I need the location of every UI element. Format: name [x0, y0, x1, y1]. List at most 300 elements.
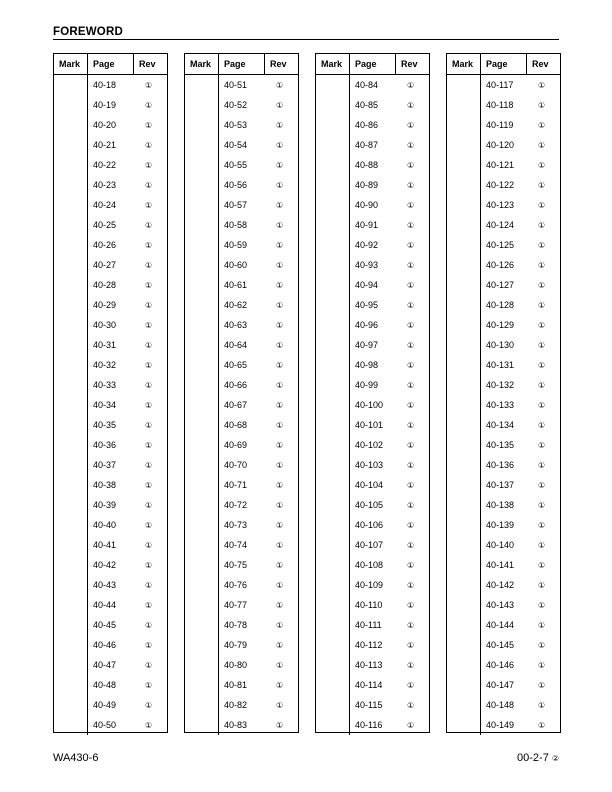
cell-page: 40-48	[93, 680, 117, 690]
cell-page: 40-85	[355, 100, 379, 110]
cell-page: 40-92	[355, 240, 379, 250]
cell-page: 40-121	[486, 160, 515, 170]
cell-rev: ①	[145, 540, 153, 550]
cell-rev: ①	[276, 560, 284, 570]
cell-rev: ①	[407, 240, 415, 250]
table-row	[54, 715, 167, 735]
cell-page: 40-107	[355, 540, 384, 550]
table-row	[54, 375, 167, 395]
cell-rev: ①	[407, 320, 415, 330]
table-row	[54, 355, 167, 375]
column-divider	[87, 75, 88, 735]
column-divider	[218, 75, 219, 735]
table-row	[447, 695, 560, 715]
table-row	[54, 475, 167, 495]
table-row	[447, 155, 560, 175]
table-row	[54, 295, 167, 315]
table-row	[447, 335, 560, 355]
table-row	[185, 315, 298, 335]
cell-rev: ①	[145, 180, 153, 190]
cell-page: 40-57	[224, 200, 248, 210]
cell-rev: ①	[538, 180, 546, 190]
table-row	[54, 75, 167, 95]
table-row	[447, 395, 560, 415]
cell-page: 40-22	[93, 160, 117, 170]
table-row	[316, 315, 429, 335]
table-row	[316, 555, 429, 575]
table-row	[185, 615, 298, 635]
table-row	[185, 595, 298, 615]
column-header-mark: Mark	[54, 54, 88, 74]
cell-page: 40-46	[93, 640, 117, 650]
cell-page: 40-70	[224, 460, 248, 470]
cell-rev: ①	[276, 460, 284, 470]
table-row	[316, 635, 429, 655]
cell-page: 40-82	[224, 700, 248, 710]
table-row	[54, 155, 167, 175]
cell-rev: ①	[538, 440, 546, 450]
cell-page: 40-89	[355, 180, 379, 190]
cell-rev: ①	[145, 240, 153, 250]
cell-page: 40-120	[486, 140, 515, 150]
cell-rev: ①	[407, 480, 415, 490]
column-header-rev: Rev	[139, 59, 156, 69]
cell-rev: ①	[276, 400, 284, 410]
revision-table-1	[53, 53, 168, 733]
footer-page-rev: ②	[551, 754, 559, 763]
cell-rev: ①	[538, 680, 546, 690]
cell-page: 40-42	[93, 560, 117, 570]
cell-rev: ①	[538, 320, 546, 330]
table-row	[54, 635, 167, 655]
cell-page: 40-127	[486, 280, 515, 290]
table-row	[447, 515, 560, 535]
cell-page: 40-144	[486, 620, 515, 630]
cell-rev: ①	[538, 540, 546, 550]
cell-rev: ①	[145, 140, 153, 150]
table-row	[185, 535, 298, 555]
cell-rev: ①	[407, 460, 415, 470]
table-row	[447, 355, 560, 375]
table-row	[185, 155, 298, 175]
column-header-page: Page	[350, 54, 396, 74]
cell-rev: ①	[276, 700, 284, 710]
cell-page: 40-24	[93, 200, 117, 210]
cell-page: 40-143	[486, 600, 515, 610]
cell-page: 40-84	[355, 80, 379, 90]
cell-rev: ①	[407, 260, 415, 270]
cell-page: 40-69	[224, 440, 248, 450]
table-row	[447, 255, 560, 275]
table-body	[54, 75, 167, 735]
cell-page: 40-68	[224, 420, 248, 430]
cell-rev: ①	[407, 560, 415, 570]
table-row	[185, 175, 298, 195]
column-divider	[480, 75, 481, 735]
cell-rev: ①	[538, 500, 546, 510]
table-row	[316, 615, 429, 635]
table-row	[185, 75, 298, 95]
table-row	[185, 215, 298, 235]
cell-rev: ①	[276, 660, 284, 670]
table-row	[185, 235, 298, 255]
table-row	[185, 515, 298, 535]
cell-page: 40-59	[224, 240, 248, 250]
cell-page: 40-142	[486, 580, 515, 590]
cell-rev: ①	[145, 440, 153, 450]
cell-page: 40-86	[355, 120, 379, 130]
table-row	[316, 155, 429, 175]
cell-page: 40-76	[224, 580, 248, 590]
cell-page: 40-90	[355, 200, 379, 210]
table-row	[316, 175, 429, 195]
cell-page: 40-62	[224, 300, 248, 310]
cell-page: 40-78	[224, 620, 248, 630]
cell-rev: ①	[145, 500, 153, 510]
cell-page: 40-20	[93, 120, 117, 130]
cell-rev: ①	[145, 580, 153, 590]
cell-page: 40-141	[486, 560, 515, 570]
table-row	[185, 635, 298, 655]
cell-page: 40-133	[486, 400, 515, 410]
cell-rev: ①	[145, 420, 153, 430]
table-row	[185, 135, 298, 155]
table-row	[54, 455, 167, 475]
cell-rev: ①	[145, 160, 153, 170]
cell-rev: ①	[538, 720, 546, 730]
column-header-page: Page	[88, 54, 134, 74]
cell-page: 40-119	[486, 120, 514, 130]
cell-page: 40-132	[486, 380, 515, 390]
cell-rev: ①	[538, 660, 546, 670]
cell-rev: ①	[276, 680, 284, 690]
table-row	[316, 415, 429, 435]
cell-rev: ①	[276, 340, 284, 350]
table-row	[316, 215, 429, 235]
cell-rev: ①	[407, 640, 415, 650]
cell-rev: ①	[407, 420, 415, 430]
cell-page: 40-25	[93, 220, 117, 230]
table-row	[185, 255, 298, 275]
cell-rev: ①	[145, 700, 153, 710]
table-row	[316, 595, 429, 615]
table-row	[185, 555, 298, 575]
cell-rev: ①	[276, 120, 284, 130]
cell-rev: ①	[407, 500, 415, 510]
cell-page: 40-37	[93, 460, 117, 470]
cell-rev: ①	[407, 140, 415, 150]
cell-page: 40-134	[486, 420, 515, 430]
cell-rev: ①	[407, 220, 415, 230]
cell-rev: ①	[145, 400, 153, 410]
table-row	[54, 555, 167, 575]
cell-page: 40-94	[355, 280, 379, 290]
footer-page	[517, 752, 559, 764]
cell-rev: ①	[276, 300, 284, 310]
table-body	[447, 75, 560, 735]
cell-rev: ①	[538, 520, 546, 530]
cell-rev: ①	[145, 80, 153, 90]
table-row	[447, 75, 560, 95]
cell-rev: ①	[145, 200, 153, 210]
table-row	[447, 535, 560, 555]
cell-page: 40-65	[224, 360, 248, 370]
table-row	[316, 115, 429, 135]
cell-page: 40-138	[486, 500, 515, 510]
table-row	[316, 535, 429, 555]
cell-rev: ①	[538, 240, 546, 250]
cell-page: 40-55	[224, 160, 248, 170]
cell-page: 40-110	[355, 600, 383, 610]
cell-rev: ①	[276, 520, 284, 530]
cell-rev: ①	[407, 100, 415, 110]
cell-rev: ①	[276, 580, 284, 590]
table-row	[54, 695, 167, 715]
cell-rev: ①	[407, 120, 415, 130]
cell-page: 40-125	[486, 240, 515, 250]
cell-rev: ①	[145, 560, 153, 570]
table-row	[316, 355, 429, 375]
cell-rev: ①	[407, 380, 415, 390]
cell-page: 40-93	[355, 260, 379, 270]
cell-page: 40-35	[93, 420, 117, 430]
footer-model: WA430-6	[53, 752, 99, 764]
cell-rev: ①	[276, 100, 284, 110]
table-row	[316, 715, 429, 735]
table-row	[316, 475, 429, 495]
cell-rev: ①	[145, 380, 153, 390]
table-row	[54, 395, 167, 415]
cell-rev: ①	[276, 480, 284, 490]
cell-page: 40-131	[486, 360, 515, 370]
table-row	[447, 175, 560, 195]
table-row	[447, 415, 560, 435]
cell-rev: ①	[145, 460, 153, 470]
cell-rev: ①	[407, 200, 415, 210]
cell-rev: ①	[538, 300, 546, 310]
cell-page: 40-81	[224, 680, 248, 690]
cell-rev: ①	[145, 280, 153, 290]
table-row	[316, 295, 429, 315]
table-row	[447, 435, 560, 455]
table-row	[316, 75, 429, 95]
cell-page: 40-43	[93, 580, 117, 590]
table-row	[54, 135, 167, 155]
cell-rev: ①	[407, 660, 415, 670]
cell-rev: ①	[145, 680, 153, 690]
column-header-mark: Mark	[447, 54, 481, 74]
cell-rev: ①	[145, 220, 153, 230]
cell-page: 40-40	[93, 520, 117, 530]
cell-rev: ①	[276, 380, 284, 390]
cell-rev: ①	[538, 160, 546, 170]
table-row	[185, 415, 298, 435]
cell-rev: ①	[276, 140, 284, 150]
cell-page: 40-80	[224, 660, 248, 670]
cell-page: 40-123	[486, 200, 515, 210]
table-row	[54, 595, 167, 615]
cell-page: 40-33	[93, 380, 117, 390]
revision-table-3	[315, 53, 430, 733]
table-row	[54, 515, 167, 535]
cell-page: 40-47	[93, 660, 117, 670]
cell-rev: ①	[538, 480, 546, 490]
cell-page: 40-91	[355, 220, 379, 230]
table-row	[54, 575, 167, 595]
cell-page: 40-130	[486, 340, 515, 350]
cell-page: 40-137	[486, 480, 515, 490]
table-row	[54, 175, 167, 195]
table-row	[316, 235, 429, 255]
cell-page: 40-113	[355, 660, 383, 670]
table-row	[185, 655, 298, 675]
table-row	[316, 135, 429, 155]
table-row	[185, 675, 298, 695]
cell-rev: ①	[407, 300, 415, 310]
table-row	[447, 715, 560, 735]
table-row	[54, 115, 167, 135]
cell-page: 40-23	[93, 180, 117, 190]
cell-page: 40-66	[224, 380, 248, 390]
table-row	[185, 455, 298, 475]
cell-page: 40-146	[486, 660, 515, 670]
cell-page: 40-53	[224, 120, 248, 130]
cell-page: 40-79	[224, 640, 248, 650]
cell-rev: ①	[407, 620, 415, 630]
table-row	[185, 695, 298, 715]
cell-page: 40-140	[486, 540, 515, 550]
revision-table-2	[184, 53, 299, 733]
cell-rev: ①	[145, 660, 153, 670]
cell-page: 40-67	[224, 400, 248, 410]
table-row	[185, 195, 298, 215]
table-row	[447, 375, 560, 395]
cell-page: 40-49	[93, 700, 117, 710]
cell-page: 40-87	[355, 140, 379, 150]
table-row	[447, 595, 560, 615]
table-row	[185, 355, 298, 375]
cell-page: 40-34	[93, 400, 117, 410]
cell-page: 40-77	[224, 600, 248, 610]
cell-page: 40-29	[93, 300, 117, 310]
cell-page: 40-114	[355, 680, 383, 690]
cell-rev: ①	[276, 600, 284, 610]
cell-page: 40-148	[486, 700, 515, 710]
cell-rev: ①	[407, 700, 415, 710]
cell-page: 40-100	[355, 400, 384, 410]
cell-page: 40-32	[93, 360, 117, 370]
cell-page: 40-54	[224, 140, 248, 150]
cell-rev: ①	[145, 520, 153, 530]
table-row	[316, 495, 429, 515]
cell-rev: ①	[276, 240, 284, 250]
cell-rev: ①	[407, 520, 415, 530]
cell-page: 40-75	[224, 560, 248, 570]
table-row	[185, 375, 298, 395]
table-row	[316, 455, 429, 475]
cell-page: 40-45	[93, 620, 117, 630]
cell-rev: ①	[276, 500, 284, 510]
cell-page: 40-97	[355, 340, 379, 350]
cell-rev: ①	[407, 280, 415, 290]
table-body	[185, 75, 298, 735]
table-row	[316, 435, 429, 455]
table-row	[447, 655, 560, 675]
cell-page: 40-122	[486, 180, 515, 190]
table-row	[447, 95, 560, 115]
cell-rev: ①	[538, 380, 546, 390]
cell-rev: ①	[276, 620, 284, 630]
cell-page: 40-27	[93, 260, 117, 270]
cell-page: 40-44	[93, 600, 117, 610]
cell-page: 40-38	[93, 480, 117, 490]
table-row	[54, 655, 167, 675]
cell-rev: ①	[407, 600, 415, 610]
table-row	[185, 395, 298, 415]
table-row	[54, 675, 167, 695]
table-row	[54, 315, 167, 335]
cell-page: 40-99	[355, 380, 379, 390]
table-row	[447, 635, 560, 655]
cell-rev: ①	[538, 580, 546, 590]
cell-rev: ①	[145, 720, 153, 730]
table-row	[447, 615, 560, 635]
cell-rev: ①	[538, 400, 546, 410]
table-row	[185, 295, 298, 315]
cell-rev: ①	[538, 200, 546, 210]
table-row	[316, 655, 429, 675]
cell-page: 40-101	[355, 420, 384, 430]
table-row	[185, 475, 298, 495]
cell-page: 40-109	[355, 580, 384, 590]
table-row	[54, 435, 167, 455]
cell-rev: ①	[407, 540, 415, 550]
table-row	[447, 315, 560, 335]
cell-page: 40-116	[355, 720, 383, 730]
cell-rev: ①	[276, 220, 284, 230]
table-header	[316, 54, 429, 75]
cell-rev: ①	[538, 600, 546, 610]
page-title: FOREWORD	[53, 26, 123, 38]
cell-rev: ①	[538, 460, 546, 470]
cell-page: 40-139	[486, 520, 515, 530]
cell-page: 40-149	[486, 720, 515, 730]
table-row	[447, 235, 560, 255]
table-row	[185, 435, 298, 455]
table-row	[447, 575, 560, 595]
table-row	[316, 395, 429, 415]
cell-page: 40-21	[93, 140, 117, 150]
cell-page: 40-145	[486, 640, 515, 650]
table-row	[185, 95, 298, 115]
cell-rev: ①	[538, 100, 546, 110]
table-row	[185, 715, 298, 735]
cell-rev: ①	[276, 440, 284, 450]
cell-page: 40-63	[224, 320, 248, 330]
cell-rev: ①	[276, 80, 284, 90]
table-row	[316, 195, 429, 215]
cell-page: 40-105	[355, 500, 384, 510]
cell-page: 40-88	[355, 160, 379, 170]
column-header-page: Page	[219, 54, 265, 74]
cell-rev: ①	[145, 620, 153, 630]
cell-page: 40-64	[224, 340, 248, 350]
cell-rev: ①	[538, 560, 546, 570]
cell-page: 40-126	[486, 260, 515, 270]
cell-rev: ①	[407, 340, 415, 350]
cell-page: 40-19	[93, 100, 117, 110]
cell-page: 40-36	[93, 440, 117, 450]
